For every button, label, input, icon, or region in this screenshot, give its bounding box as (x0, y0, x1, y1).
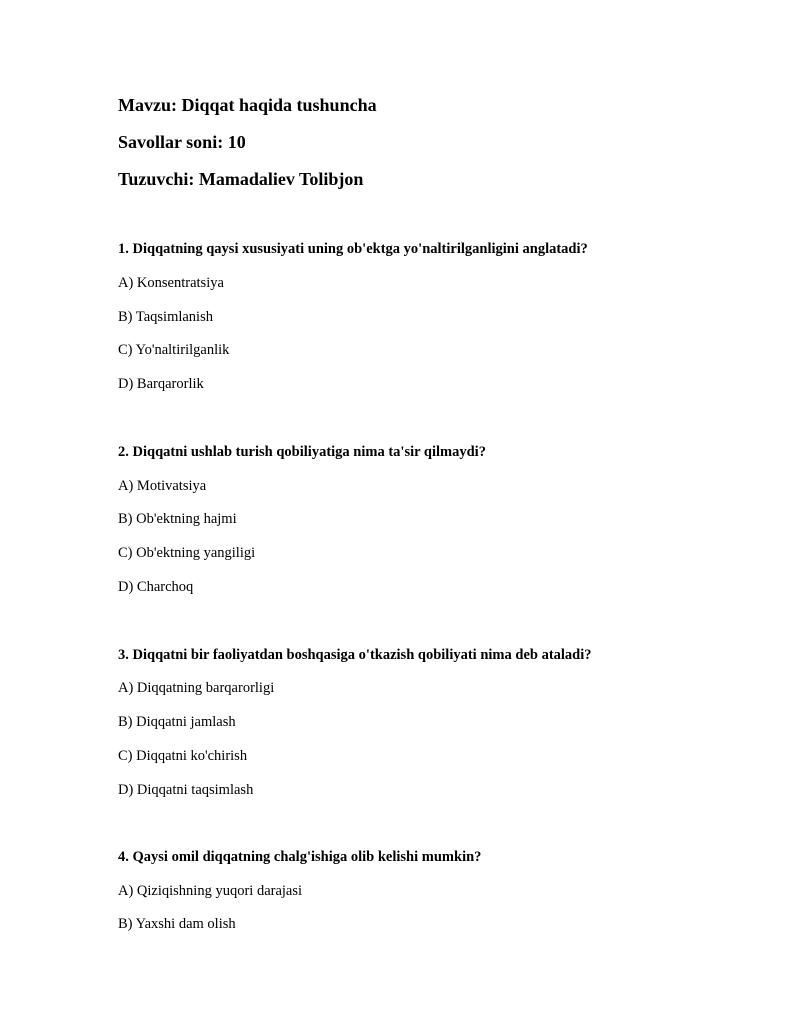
author-heading: Tuzuvchi: Mamadaliev Tolibjon (118, 169, 364, 189)
question-2-title: 2. Diqqatni ushlab turish qobiliyatiga nima ta'sir qilmaydi? (118, 444, 486, 460)
question-1-title: 1. Diqqatning qaysi xususiyati uning ob'ektga yo'naltirilganligini anglatadi? (118, 241, 588, 257)
question-4-option-a: A) Qiziqishning yuqori darajasi (118, 883, 303, 899)
question-3-option-a: A) Diqqatning barqarorligi (118, 680, 275, 696)
topic-heading: Mavzu: Diqqat haqida tushuncha (118, 95, 377, 115)
question-3-option-d: D) Diqqatni taqsimlash (118, 782, 254, 798)
question-1-option-c: C) Yo'naltirilganlik (118, 342, 230, 358)
question-4-title: 4. Qaysi omil diqqatning chalg'ishiga olib kelishi mumkin? (118, 849, 482, 865)
question-2-option-d: D) Charchoq (118, 579, 194, 595)
question-1-option-d: D) Barqarorlik (118, 376, 204, 392)
question-1-option-b: B) Taqsimlanish (118, 309, 213, 325)
question-3-option-b: B) Diqqatni jamlash (118, 714, 236, 730)
question-1-option-a: A) Konsentratsiya (118, 275, 224, 291)
question-2-option-c: C) Ob'ektning yangiligi (118, 545, 256, 561)
question-3-option-c: C) Diqqatni ko'chirish (118, 748, 248, 764)
question-count-heading: Savollar soni: 10 (118, 132, 246, 152)
question-3-title: 3. Diqqatni bir faoliyatdan boshqasiga o'tkazish qobiliyati nima deb ataladi? (118, 647, 592, 663)
question-4-option-b: B) Yaxshi dam olish (118, 916, 236, 932)
question-2-option-b: B) Ob'ektning hajmi (118, 511, 237, 527)
question-2-option-a: A) Motivatsiya (118, 478, 207, 494)
